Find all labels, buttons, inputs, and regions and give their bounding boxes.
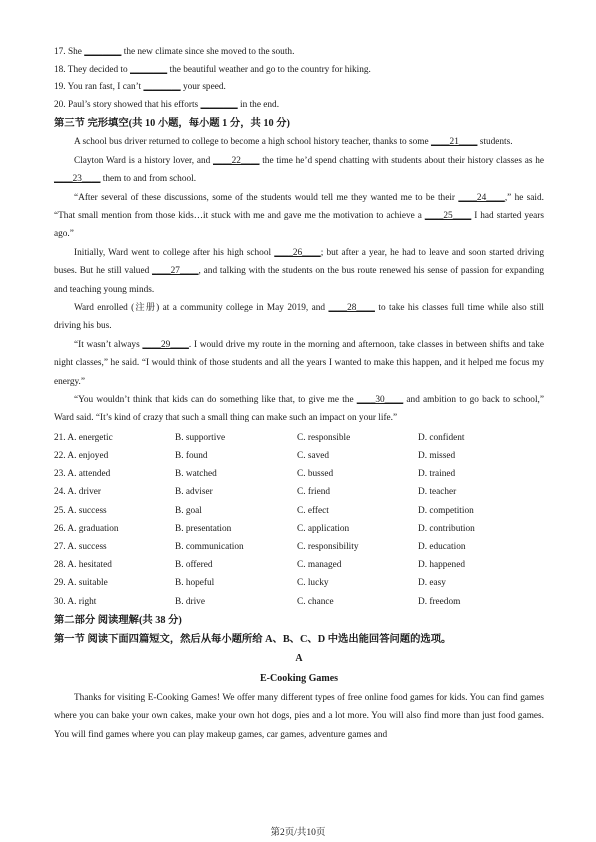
option-row: 23. A. attended B. watched C. bussed D. trained bbox=[54, 469, 456, 480]
option-row: 28. A. hesitated B. offered C. managed D. happened bbox=[54, 560, 465, 571]
cloze-paragraph: Ward enrolled (注册) at a community college in May 2019, and ____28____ to take his classes full time while also still driving his bus. bbox=[54, 303, 544, 332]
option-row: 26. A. graduation B. presentation C. application D. contribution bbox=[54, 523, 475, 534]
cloze-blank: ____25____ bbox=[424, 211, 472, 221]
option-row: 30. A. right B. drive C. chance D. freedom bbox=[54, 596, 461, 607]
answer-blank: ________ bbox=[200, 99, 238, 110]
option-row: 21. A. energetic B. supportive C. responsible D. confident bbox=[54, 432, 465, 443]
cloze-paragraph: “After several of these discussions, some of the students would tell me they wanted me to be their ____24____,” he said. “That small mention from those kids…it stuck with me and gave me the motivation to achieve a ____25____ I had started years ago.” bbox=[54, 192, 544, 240]
option-row: 22. A. enjoyed B. found C. saved D. missed bbox=[54, 451, 456, 462]
cloze-blank: ____29____ bbox=[142, 339, 189, 350]
cloze-paragraph: “It wasn’t always ____29____. I would drive my route in the morning and afternoon, take classes in between shifts and take night classes,” he said. “I would think of those students and all the years I wanted to make this happen, and it helped me focus my energy.” bbox=[54, 339, 544, 387]
exercise-item: 17. She ________ the new climate since she moved to the south. bbox=[54, 47, 295, 57]
answer-blank: ________ bbox=[143, 82, 181, 93]
cloze-paragraph: Initially, Ward went to college after his high school ____26____; but after a year, he had to leave and soon started driving buses. But he still valued ____27____, and talking with the students on the bus route renewed his sense of passion for expanding and teaching young minds. bbox=[54, 247, 544, 295]
option-row: 24. A. driver B. adviser C. friend D. teacher bbox=[54, 487, 457, 498]
answer-blank: ________ bbox=[130, 64, 168, 75]
cloze-paragraph: “You wouldn’t think that kids can do something like that, to give me the ____30____ and ambition to go back to school,” Ward said. “It’s kind of crazy that such a small thing can make such an impact on your life.” bbox=[54, 395, 544, 424]
option-row: 29. A. suitable B. hopeful C. lucky D. easy bbox=[54, 578, 446, 589]
exercise-list bbox=[54, 44, 544, 114]
page-number: 第2页/共10页 bbox=[270, 828, 326, 838]
page-content bbox=[54, 44, 544, 744]
part2-section1-heading: 第一节 阅读下面四篇短文，然后从每小题所给 A、B、C、D 中选出能回答问题的选项。 bbox=[54, 633, 452, 645]
passage-letter: A bbox=[295, 652, 303, 664]
options-table bbox=[54, 429, 544, 611]
cloze-blank: ____27____ bbox=[152, 266, 199, 277]
passage-paragraph: Thanks for visiting E-Cooking Games! We offer many different types of free online food games for kids. You can find games where you can bake your own cakes, make your own hot dogs, pies and a lot more. You will also find more than just food games. You will find games where you can play makeup games, car games, adventure games and bbox=[54, 692, 544, 740]
cloze-paragraph: Clayton Ward is a history lover, and ____22____ the time he’d spend chatting with students about their history classes as he ____23____ them to and from school. bbox=[54, 155, 545, 185]
cloze-blank: ____23____ bbox=[54, 174, 101, 185]
cloze-blank: ____24____ bbox=[458, 192, 505, 203]
cloze-blank: ____22____ bbox=[213, 155, 260, 166]
cloze-paragraph: A school bus driver returned to college to become a high school history teacher, thanks to some ____21____ students. bbox=[74, 137, 513, 148]
option-row: 25. A. success B. goal C. effect D. competition bbox=[54, 505, 474, 516]
exercise-item: 19. You ran fast, I can’t ________ your speed. bbox=[54, 82, 226, 93]
cloze-blank: ____30____ bbox=[356, 395, 404, 406]
cloze-passage bbox=[54, 133, 544, 428]
exercise-item: 20. Paul’s story showed that his efforts ________ in the end. bbox=[54, 99, 280, 110]
option-row: 27. A. success B. communication C. responsibility D. education bbox=[54, 542, 466, 552]
cloze-blank: ____26____ bbox=[274, 247, 321, 258]
answer-blank: ________ bbox=[84, 47, 122, 57]
section3-heading: 第三节 完形填空(共 10 小题，每小题 1 分，共 10 分) bbox=[54, 118, 290, 130]
cloze-blank: ____21____ bbox=[430, 137, 478, 148]
cloze-blank: ____28____ bbox=[328, 303, 375, 314]
part2-heading: 第二部分 阅读理解(共 38 分) bbox=[54, 614, 182, 626]
passage-title: E-Cooking Games bbox=[259, 672, 339, 684]
exercise-item: 18. They decided to ________ the beautiful weather and go to the country for hiking. bbox=[54, 64, 371, 75]
